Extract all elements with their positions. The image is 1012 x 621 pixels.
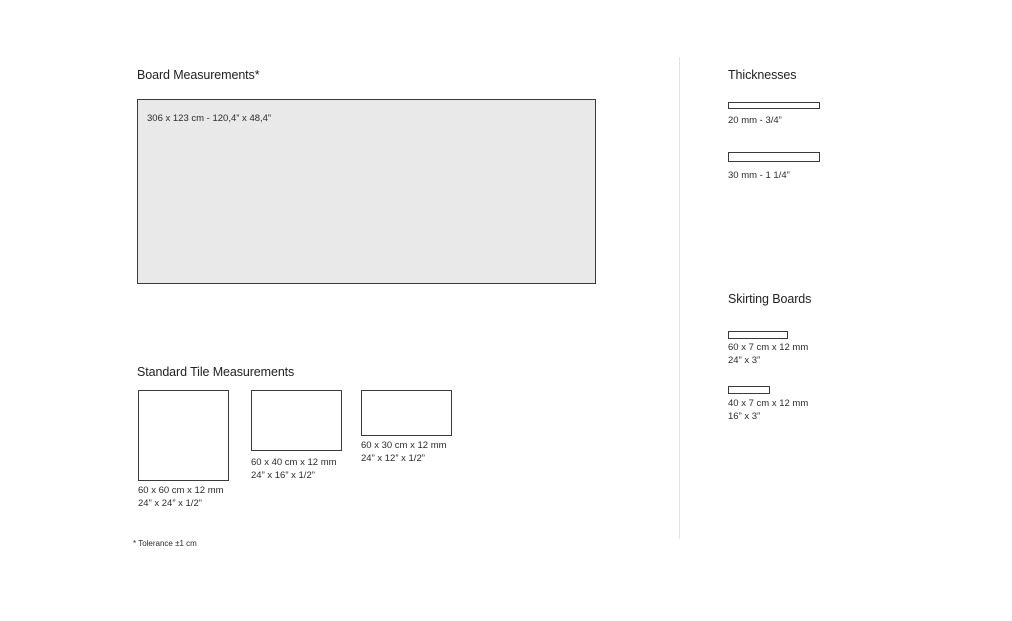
board-size-label: 306 x 123 cm - 120,4” x 48,4” [147,113,272,124]
thicknesses-title: Thicknesses [728,68,797,82]
skirting-40x7-metric: 40 x 7 cm x 12 mm [728,398,809,409]
skirting-60x7-label [728,342,808,367]
skirting-60x7-metric: 60 x 7 cm x 12 mm [728,342,809,353]
tile-60x30-metric: 60 x 30 cm x 12 mm [361,440,447,451]
tile-60x30-imperial: 24” x 12” x 1/2” [361,452,425,464]
tile-60x60-label [138,485,224,510]
board-measurements-title: Board Measurements* [137,68,260,82]
standard-tile-title: Standard Tile Measurements [137,365,295,379]
column-divider [679,57,680,539]
skirting-40x7-bar [728,386,770,394]
thickness-30mm-label: 30 mm - 1 1/4” [728,170,790,181]
tile-60x30-rectangle [361,390,452,436]
tile-60x60-imperial: 24” x 24” x 1/2” [138,497,202,509]
tile-60x40-metric: 60 x 40 cm x 12 mm [251,457,337,468]
tile-60x40-label [251,457,337,482]
skirting-boards-title: Skirting Boards [728,292,812,306]
skirting-40x7-label [728,398,808,423]
tile-60x30-label [361,440,447,465]
skirting-60x7-bar [728,331,788,339]
thickness-30mm-bar [728,152,820,162]
skirting-60x7-imperial: 24” x 3” [728,354,761,366]
tile-60x40-imperial: 24” x 16” x 1/2” [251,469,315,481]
skirting-40x7-imperial: 16” x 3” [728,410,761,422]
tolerance-footnote: * Tolerance ±1 cm [133,539,197,548]
tile-60x60-metric: 60 x 60 cm x 12 mm [138,485,224,496]
thickness-20mm-bar [728,102,820,109]
thickness-20mm-label: 20 mm - 3/4” [728,115,782,126]
tile-60x40-rectangle [251,390,342,451]
board-rectangle [137,99,596,284]
tile-60x60-rectangle [138,390,229,481]
